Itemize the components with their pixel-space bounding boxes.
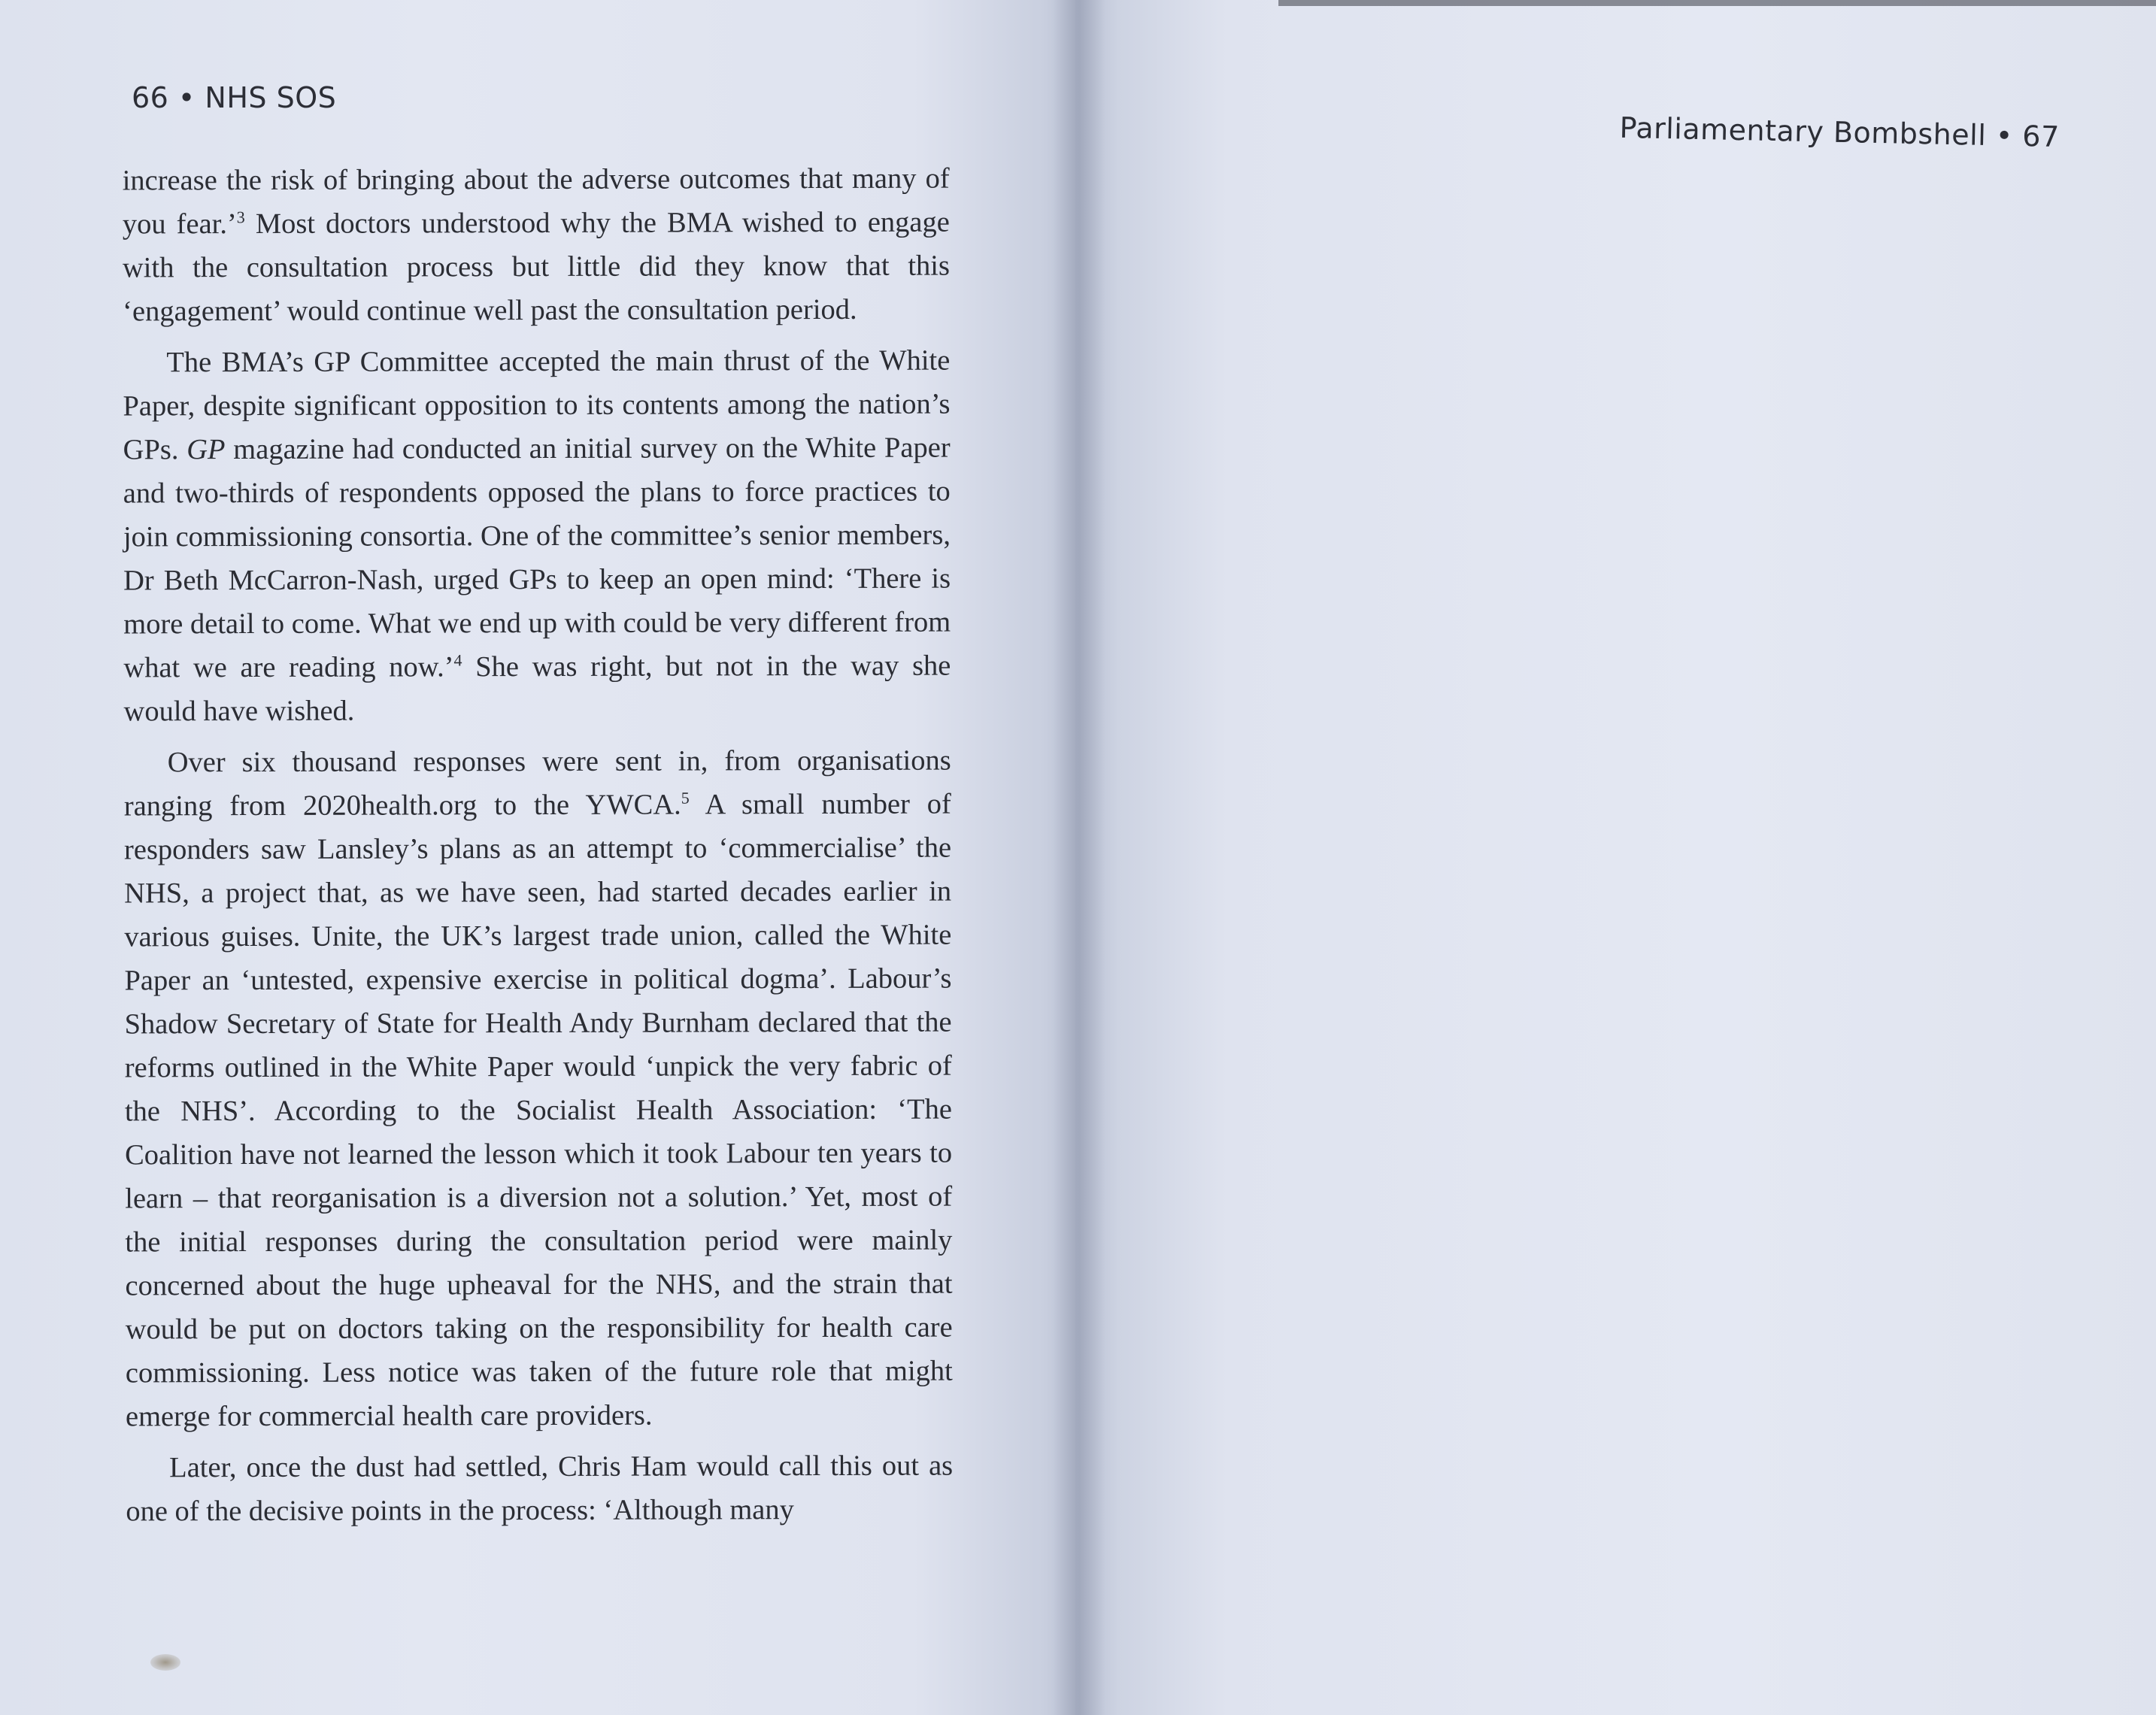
page-top-edge (1278, 0, 2156, 6)
left-page (0, 0, 1075, 1715)
text-segment: The BMA’s GP Committee accepted the main thrust of the White Paper, despite significant opposition to its contents among the nation’s GPs. (123, 344, 951, 466)
text-segment: Later, once the dust had settled, Chris Ham would call this out as one of the decisive points in the process: ‘Although many (126, 1450, 954, 1528)
text-segment: increase the risk of bringing about the adverse outcomes that many of you fear.’ (122, 162, 950, 241)
page-smudge (150, 1654, 180, 1671)
right-page (1075, 0, 2156, 1715)
book-spine-shadow (1053, 0, 1105, 1715)
left-paragraph (126, 1444, 953, 1534)
italic-text: GP (186, 434, 226, 466)
left-paragraph (124, 739, 953, 1439)
text-segment: Most doctors understood why the BMA wished to engage with the consultation process but little did they know that this ‘engagement’ would continue well past the consultation period. (122, 206, 951, 328)
left-paragraph (123, 339, 951, 734)
left-body-text (123, 157, 954, 1541)
right-running-head: Parliamentary Bombshell • 67 (1619, 111, 2060, 153)
footnote-ref: 5 (681, 788, 690, 808)
text-segment: She was right, but not in the way she would have wished. (123, 650, 951, 728)
text-segment: A small number of responders saw Lansley’s plans as an attempt to ‘commercialise’ the NHS, a project that, as we have seen, had started decades earlier in various guises. Unite, the UK’s largest trade union, called the White Paper an ‘untested, expensive exercise in political dogma’. Labour’s Shadow Secretary of State for Health Andy Burnham declared that the reforms outlined in the White Paper would ‘unpick the very fabric of the NHS’. According to the Socialist Health Association: ‘The Coalition have not learned the lesson which it took Labour ten years to learn – that reorganisation is a diversion not a solution.’ Yet, most of the initial responses during the consultation period were mainly concerned about the huge upheaval for the NHS, and the strain that would be put on doctors taking on the responsibility for health care commissioning. Less notice was taken of the future role that might emerge for commercial health care providers. (123, 788, 953, 1433)
left-paragraph (123, 157, 951, 334)
left-running-head: 66 • NHS SOS (132, 81, 337, 114)
footnote-ref: 3 (236, 208, 245, 227)
text-segment: magazine had conducted an initial survey on the White Paper and two-thirds of respondents opposed the plans to force practices to join commissioning consortia. One of the committee’s senior members, Dr Beth McCarron-Nash, urged GPs to keep an open mind: ‘There is more detail to come. What we end up with could be very different from what we are reading now.’ (123, 432, 951, 684)
text-segment: Over six thousand responses were sent in, from organisations ranging from 2020health.org to the YWCA. (123, 744, 951, 823)
footnote-ref: 4 (453, 650, 462, 670)
